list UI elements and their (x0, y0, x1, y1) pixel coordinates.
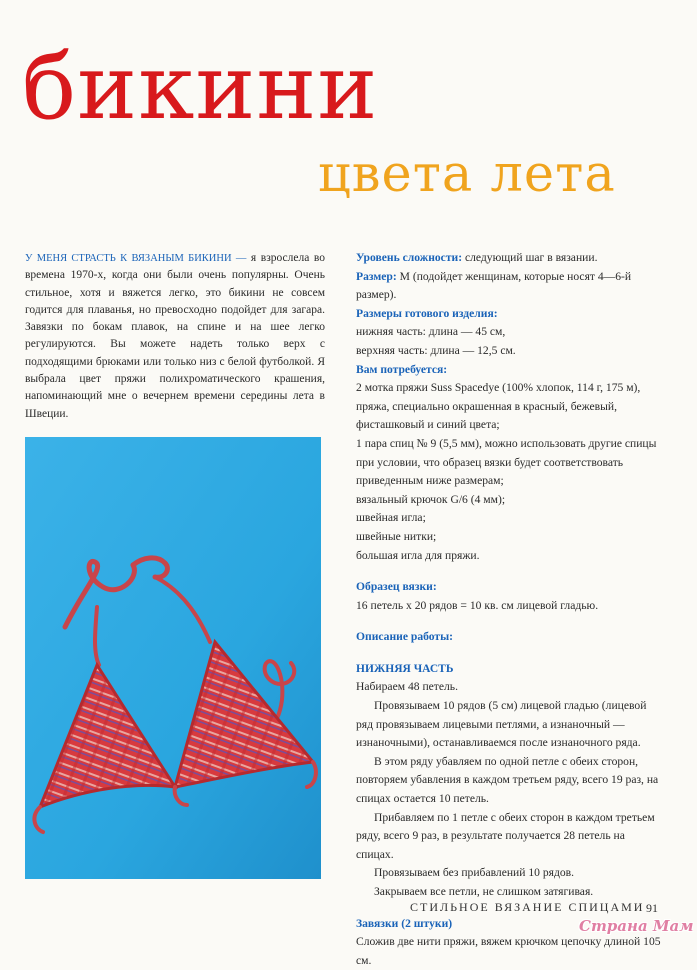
material-item: 2 мотка пряжи Suss Spacedye (100% хлопок, 114 г, 175 м), пряжа, специально окрашенная в красный, бежевый, фисташковый и синий цвета; (356, 381, 641, 432)
step-item: Провязываем 10 рядов (5 см) лицевой гладью (лицевой ряд провязываем лицевыми петлями, а изнаночный — изнаночными), останавливаемся после изнаночного ряда. (356, 699, 647, 750)
material-item: большая игла для пряжи. (356, 548, 480, 562)
instructions-column (356, 249, 661, 970)
step-item: Набираем 48 петель. (356, 680, 458, 694)
step-item: Провязываем без прибавлений 10 рядов. (374, 866, 575, 880)
step-item: В этом ряду убавляем по одной петле с обеих сторон, повторяем убавления в каждом третьем ряду, всего 19 раз, на спицах остается 10 петель. (356, 754, 659, 806)
difficulty-line (356, 249, 661, 268)
work-label: Описание работы: (356, 630, 454, 644)
material-item: 1 пара спиц № 9 (5,5 мм), можно использовать другие спицы при условии, что образец вязки будет соответствовать приведенным ниже размерам; (356, 436, 657, 488)
page-title: бикини (22, 35, 379, 140)
bikini-photo (25, 437, 321, 879)
step-item: Закрываем все петли, не слишком затягивая. (374, 885, 594, 898)
size-value: М (подойдет женщинам, которые носят 4—6-й размер). (356, 269, 632, 302)
dimensions-label: Размеры готового изделия: (356, 306, 498, 320)
intro-paragraph (25, 250, 325, 423)
page-number: 91 (646, 901, 658, 915)
materials-label: Вам потребуется: (356, 362, 448, 376)
watermark-logo: Страна Мам (579, 917, 694, 935)
difficulty-label: Уровень сложности: (356, 251, 463, 264)
size-label: Размер: (356, 269, 397, 283)
material-item: вязальный крючок G/6 (4 мм); (356, 492, 506, 506)
page-subtitle: цвета лета (318, 145, 616, 204)
ties-label: Завязки (2 штуки) (356, 916, 453, 930)
gauge-value: 16 петель х 20 рядов = 10 кв. см лицевой гладью. (356, 598, 599, 612)
book-title-footer: СТИЛЬНОЕ ВЯЗАНИЕ СПИЦАМИ (410, 900, 645, 914)
material-item: швейные нитки; (356, 529, 437, 543)
intro-lead: У МЕНЯ СТРАСТЬ К ВЯЗАНЫМ БИКИНИ — (25, 253, 247, 264)
ties-value: Сложив две нити пряжи, вяжем крючком цепочку длиной 105 см. (356, 935, 661, 967)
bottom-part-title: НИЖНЯЯ ЧАСТЬ (356, 662, 454, 675)
step-item: Прибавляем по 1 петле с обеих сторон в каждом третьем ряду, всего 9 раз, в результате получается 28 петель на спицах. (356, 810, 655, 861)
dimension-item: верхняя часть: длина — 12,5 см. (356, 343, 516, 357)
dimension-item: нижняя часть: длина — 45 см, (356, 325, 506, 339)
difficulty-value: следующий шаг в вязании. (462, 251, 598, 264)
gauge-label: Образец вязки: (356, 580, 437, 594)
intro-text: я взрослела во времена 1970-х, когда они были очень популярны. Очень стильное, хотя и вяжется легко, это бикини не совсем годится для плаванья, но превосходно подойдет для загара. Завязки по бокам плавок, на спине и на шее легко регулируются. Вы можете надеть только верх с подходящими брюками или только низ с белой футболкой. Я выбрала цвет пряжи полихроматического крашения, напоминающий мне о вечернем времени середины лета в Швеции. (25, 252, 325, 420)
material-item: швейная игла; (356, 511, 426, 525)
size-line (356, 268, 661, 305)
